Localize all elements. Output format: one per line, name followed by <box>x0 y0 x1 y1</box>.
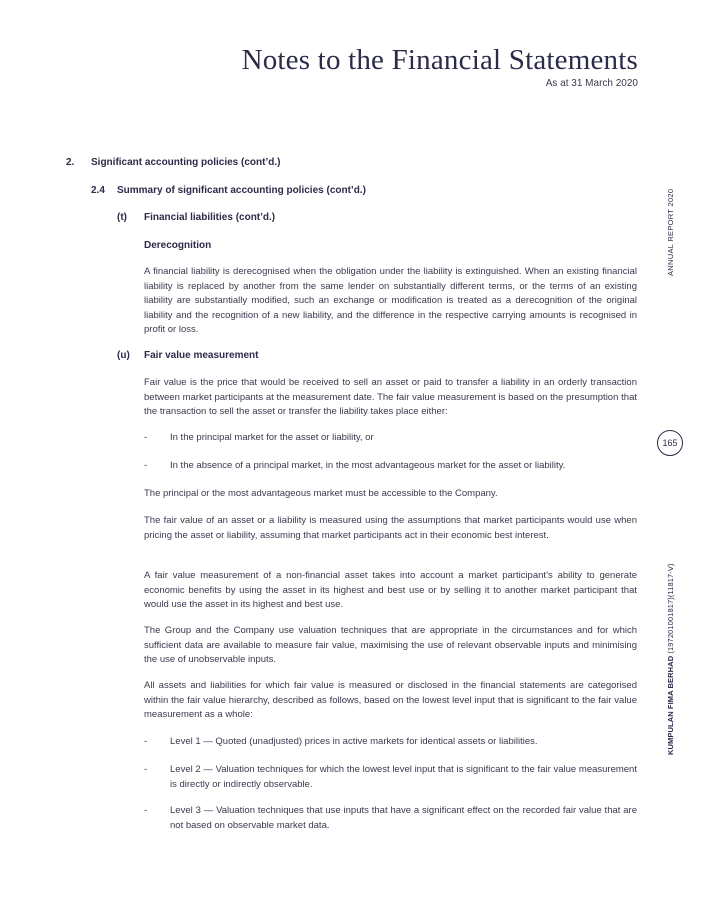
item-u-title: Fair value measurement <box>144 350 259 361</box>
fair-value-paragraph-3: The fair value of an asset or a liability is measured using the assumptions that market participants would use when pricing the asset or liability, assuming that market participants act in their economic best interest. <box>144 515 637 541</box>
level-3-item: Level 3 — Valuation techniques that use inputs that have a significant effect on the recorded fair value that are not based on observable market data. <box>170 805 637 831</box>
section-number: 2. <box>66 157 75 168</box>
fair-value-paragraph-4: A fair value measurement of a non-financial asset takes into account a market participant’s ability to generate economic benefits by using the asset in its highest and best use or by selling it to another market participant that would use the asset in its highest and best use. <box>144 570 637 610</box>
level-1-item: Level 1 — Quoted (unadjusted) prices in active markets for identical assets or liabilities. <box>170 736 538 747</box>
side-company-label <box>666 563 678 755</box>
bullet-item: In the principal market for the asset or liability, or <box>170 432 374 443</box>
page-title: Notes to the Financial Statements <box>241 44 638 76</box>
bullet-dash: - <box>144 764 148 775</box>
item-t-label: (t) <box>117 212 127 223</box>
level-2-item: Level 2 — Valuation techniques for which the lowest level input that is significant to the fair value measurement is directly or indirectly observable. <box>170 764 637 790</box>
derecognition-heading: Derecognition <box>144 240 212 251</box>
subsection-number: 2.4 <box>91 185 105 196</box>
company-label-wrap <box>666 563 676 755</box>
fair-value-paragraph-2: The principal or the most advantageous market must be accessible to the Company. <box>144 488 498 499</box>
section-title: Significant accounting policies (cont’d.) <box>91 157 281 168</box>
fair-value-paragraph-6: All assets and liabilities for which fair value is measured or disclosed in the financial statements are categorised within the fair value hierarchy, described as follows, based on the lowest level input that is significant to the fair value measurement as a whole: <box>144 680 637 720</box>
company-registration: (197201001817)(11817-V) <box>666 563 675 654</box>
bullet-item: In the absence of a principal market, in the most advantageous market for the asset or liability. <box>170 460 566 471</box>
bullet-dash: - <box>144 805 148 816</box>
fair-value-paragraph-5: The Group and the Company use valuation techniques that are appropriate in the circumstances and for which sufficient data are available to measure fair value, maximising the use of relevant observable inputs and minimising the use of unobservable inputs. <box>144 625 637 665</box>
subsection-title: Summary of significant accounting policies (cont’d.) <box>117 185 366 196</box>
bullet-dash: - <box>144 432 148 443</box>
derecognition-paragraph: A financial liability is derecognised when the obligation under the liability is extinguished. When an existing financial liability is replaced by another from the same lender on substantially different terms, or the terms of an existing liability are substantially modified, such an exchange or modification is treated as a derecognition of the original liability and the recognition of a new liability, and the difference in the respective carrying amounts is recognised in profit or loss. <box>144 266 637 335</box>
page-subtitle: As at 31 March 2020 <box>545 78 638 89</box>
side-report-label <box>666 188 678 276</box>
item-u-label: (u) <box>117 350 130 361</box>
fair-value-paragraph-1: Fair value is the price that would be received to sell an asset or paid to transfer a liability in an orderly transaction between market participants at the measurement date. The fair value measurement is based on the presumption that the transaction to sell the asset or transfer the liability takes place either: <box>144 377 637 417</box>
item-t-title: Financial liabilities (cont’d.) <box>144 212 276 223</box>
company-name: KUMPULAN FIMA BERHAD <box>666 655 675 755</box>
bullet-dash: - <box>144 460 148 471</box>
page-number: 165 <box>657 430 683 456</box>
annual-report-label: ANNUAL REPORT 2020 <box>666 188 675 276</box>
bullet-dash: - <box>144 736 148 747</box>
